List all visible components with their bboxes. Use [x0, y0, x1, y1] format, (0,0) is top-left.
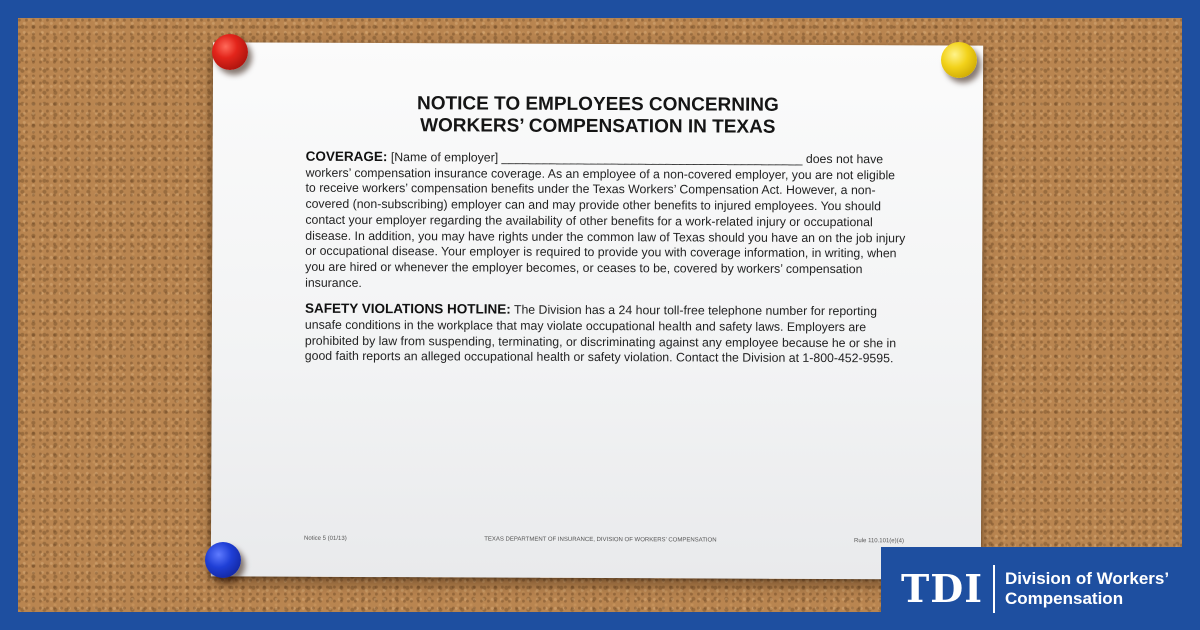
tdi-logo	[881, 547, 1200, 630]
footer-rule: Rule 110.101(e)(4)	[854, 538, 904, 545]
footer-agency: TEXAS DEPARTMENT OF INSURANCE, DIVISION OF WORKERS’ COMPENSATION	[484, 536, 717, 544]
blue-pushpin-icon	[205, 542, 241, 578]
notice-body	[305, 149, 906, 378]
coverage-label: COVERAGE:	[305, 148, 388, 165]
notice-title-line2: WORKERS’ COMPENSATION IN TEXAS	[420, 115, 776, 138]
yellow-pushpin-icon	[941, 42, 977, 78]
notice-paper	[211, 42, 983, 579]
coverage-paragraph	[305, 149, 906, 294]
notice-title	[213, 92, 983, 139]
coverage-text: [Name of employer] ____________________________________________ does not have workers’ compensation insurance coverage. As an employee of a non-covered employer, you are not eligible to receive workers’ compensation benefits under the Texas Workers’ Compensation Act. However, a non-covered (non-subscribing) employer can and may provide other benefits to injured employees. You should contact your employer regarding the availability of other benefits for a work-related injury or occupational disease. In addition, you may have rights under the common law of Texas should you have an on the job injury or occupational disease. Your employer is required to provide you with coverage information, in writing, when you are hired or whenever the employer becomes, or ceases to be, covered by workers’ compensation insurance.	[305, 150, 906, 290]
red-pushpin-icon	[212, 34, 248, 70]
notice-title-line1: NOTICE TO EMPLOYEES CONCERNING	[416, 93, 779, 116]
hotline-paragraph	[305, 301, 905, 367]
logo-divider	[993, 565, 995, 613]
footer-notice-number: Notice 5 (01/13)	[303, 535, 347, 542]
logo-text-line2: Compensation	[1005, 588, 1124, 608]
notice-footer	[304, 536, 904, 545]
logo-text-line1: Division of Workers’	[1005, 568, 1170, 588]
tdi-logo-mark: TDI	[901, 566, 984, 611]
hotline-label: SAFETY VIOLATIONS HOTLINE:	[304, 301, 511, 317]
hotline-text: The Division has a 24 hour toll-free telephone number for reporting unsafe conditions in the workplace that may violate occupational health and safety laws. Employers are prohibited by law from suspending, terminating, or discriminating against any employee because he or she in good faith reports an alleged occupational health or safety violation. Contact the Division at 1-800-452-9595.	[304, 302, 897, 366]
logo-text	[1005, 569, 1169, 609]
